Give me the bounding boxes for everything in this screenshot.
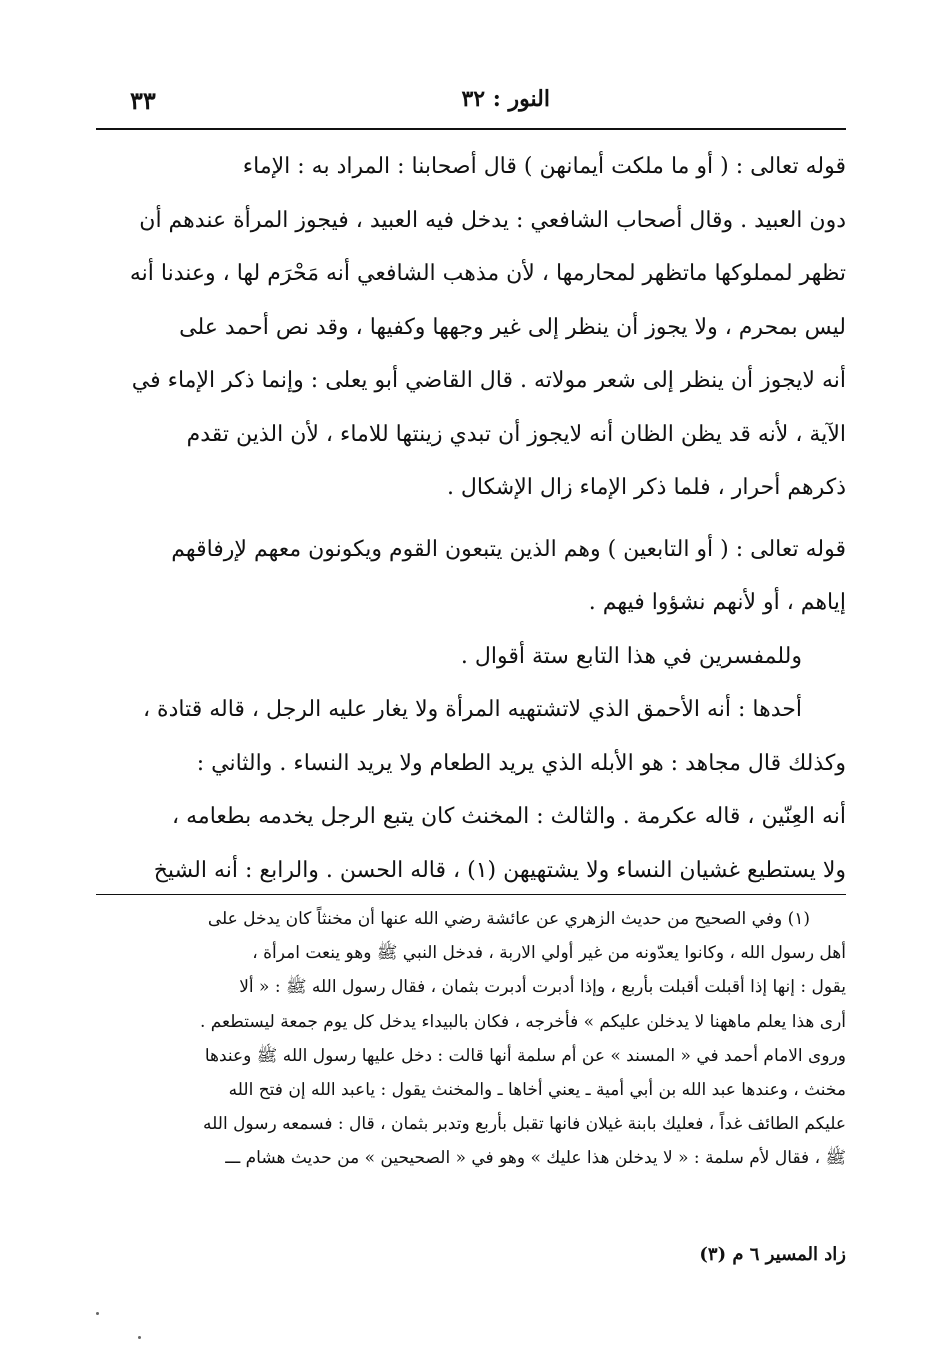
text-line: أنه العِنّين ، قاله عكرمة . والثالث : المخنث كان يتبع الرجل يخدمه بطعامه ، — [172, 804, 846, 829]
footnote-rule — [96, 894, 846, 895]
page-number: ٣٣ — [130, 86, 156, 115]
text-line: قوله تعالى : ( أو ما ملكت أيمانهن ) قال أصحابنا : المراد به : الإماء — [242, 154, 846, 179]
header-rule — [96, 128, 846, 130]
text-line: تظهر لمملوكها ماتظهر لمحارمها ، لأن مذهب الشافعي أنه مَحْرَم لها ، وعندنا أنه — [129, 261, 846, 286]
text-line: أنه لايجوز أن ينظر إلى شعر مولاته . قال القاضي أبو يعلى : وإنما ذكر الإماء في — [131, 368, 846, 393]
text-line: إياهم ، أو لأنهم نشؤوا فيهم . — [588, 590, 846, 615]
text-line: قوله تعالى : ( أو التابعين ) وهم الذين يتبعون القوم ويكونون معهم لإرفاقهم — [171, 536, 846, 562]
text-line: أحدها : أنه الأحمق الذي لاتشتهيه المرأة ولا يغار عليه الرجل ، قاله قتادة ، — [142, 697, 802, 722]
footnote-line: وروى الامام أحمد في « المسند » عن أم سلمة أنها قالت : دخل عليها رسول الله ﷺ وعندها — [204, 1045, 846, 1066]
signature-mark: زاد المسير ٦ م (٣) — [699, 1244, 846, 1265]
footnote-line: عليكم الطائف غداً ، فعليك بابنة غيلان فانها تقبل بأربع وتدبر بثمان ، قال : فسمعه رسول الله — [203, 1114, 846, 1135]
footnote-line: أهل رسول الله ، وكانوا يعدّونه من غير أولي الاربة ، فدخل النبي ﷺ وهو ينعت امرأة ، — [252, 943, 846, 964]
text-line: ذكرهم أحرار ، فلما ذكر الإماء زال الإشكال . — [446, 475, 846, 500]
page-header — [100, 86, 840, 122]
text-line: وكذلك قال مجاهد : هو الأبله الذي يريد الطعام ولا يريد النساء . والثاني : — [196, 750, 846, 776]
footnotes — [96, 902, 846, 1176]
text-line: الآية ، لأنه قد يظن الظان أنه لايجوز أن تبدي زينتها للاماء ، لأن الذين تقدم — [186, 421, 846, 447]
text-line: ولا يستطيع غشيان النساء ولا يشتهيهن (١) ، قاله الحسن . والرابع : أنه الشيخ — [153, 857, 846, 883]
footnote-line: أرى هذا يعلم ماههنا لا يدخلن عليكم » فأخرجه ، فكان بالبيداء يدخل كل يوم جمعة ليستطعم . — [199, 1011, 846, 1032]
text-line: دون العبيد . وقال أصحاب الشافعي : يدخل فيه العبيد ، فيجوز المرأة عندهم أن — [139, 207, 846, 233]
surah-reference: النور : ٣٢ — [461, 86, 550, 112]
footnote-line: (١) وفي الصحيح من حديث الزهري عن عائشة رضي الله عنها أن مخنثاً كان يدخل على — [207, 909, 810, 929]
text-line: ليس بمحرم ، ولا يجوز أن ينظر إلى غير وجهها وكفيها ، وقد نص أحمد على — [179, 314, 846, 340]
scan-speck — [138, 1336, 141, 1339]
footnote-line: ﷺ ، فقال لأم سلمة : « لا يدخلن هذا عليك » وهو في « الصحيحين » من حديث هشام ـــ — [225, 1148, 846, 1169]
main-text — [96, 140, 846, 897]
text-line: وللمفسرين في هذا التابع ستة أقوال . — [460, 643, 802, 669]
scan-speck — [96, 1312, 99, 1315]
footnote-line: يقول : إنها إذا أقبلت أقبلت بأربع ، وإذا أدبرت أدبرت بثمان ، فقال رسول الله ﷺ : « ألا — [239, 977, 846, 998]
footnote-line: مخنث ، وعندها عبد الله بن أبي أمية ـ يعني أخاها ـ والمخنث يقول : ياعبد الله إن فتح الله — [228, 1079, 846, 1100]
